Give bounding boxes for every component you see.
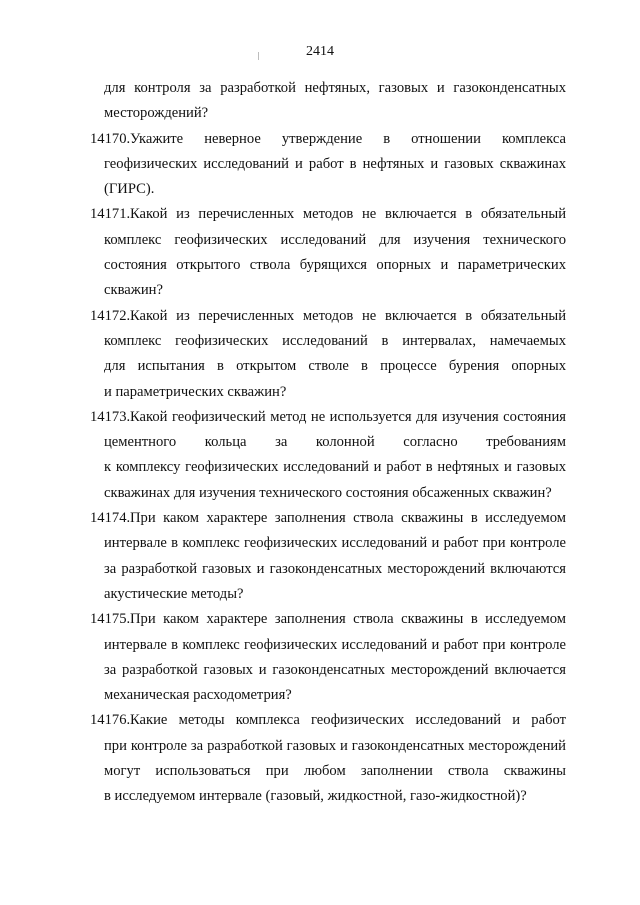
question-text-line: интервале в комплекс геофизических исследований и работ при контроле — [104, 636, 566, 653]
question-14171-first-line — [90, 202, 566, 227]
question-14170-first-line — [90, 127, 566, 152]
question-number: 14170. — [90, 130, 131, 147]
question-text-line: (ГИРС). — [104, 181, 155, 198]
question-number: 14172. — [90, 307, 131, 324]
questions-list — [90, 76, 566, 810]
page-number: 2414 — [306, 44, 334, 59]
question-text-line: и параметрических скважин? — [104, 383, 287, 400]
question-text-line: механическая расходометрия? — [104, 687, 292, 704]
question-text-line: состояния открытого ствола бурящихся опорных и параметрических — [104, 257, 566, 274]
question-text-line: для испытания в открытом стволе в процессе бурения опорных — [104, 358, 566, 375]
question-number: 14171. — [90, 206, 131, 223]
question-text-line: за разработкой газовых и газоконденсатных месторождений включаются — [104, 560, 566, 577]
question-number: 14174. — [90, 510, 131, 527]
question-text-line: геофизических исследований и работ в нефтяных и газовых скважинах — [104, 155, 566, 172]
question-number: 14175. — [90, 611, 131, 628]
question-text-line: комплекс геофизических исследований в интервалах, намечаемых — [104, 332, 566, 349]
question-14173-first-line — [90, 405, 566, 430]
question-text-line: при контроле за разработкой газовых и газоконденсатных месторождений — [104, 737, 566, 754]
question-text: Укажите неверное утверждение в отношении комплекса — [130, 130, 566, 147]
continuation-line: месторождений? — [104, 105, 209, 122]
question-14174-first-line — [90, 506, 566, 531]
question-text: При каком характере заполнения ствола скважины в исследуемом — [130, 611, 566, 628]
question-text: При каком характере заполнения ствола скважины в исследуемом — [130, 510, 566, 527]
question-number: 14176. — [90, 712, 131, 729]
question-text-line: скважинах для изучения технического состояния обсаженных скважин? — [104, 484, 552, 501]
continuation-line: для контроля за разработкой нефтяных, газовых и газоконденсатных — [104, 80, 566, 96]
question-text-line: интервале в комплекс геофизических исследований и работ при контроле — [104, 535, 566, 552]
question-text-line: акустические методы? — [104, 585, 244, 602]
question-text-line: в исследуемом интервале (газовый, жидкостной, газо-жидкостной)? — [104, 788, 527, 805]
question-text: Какой геофизический метод не используется для изучения состояния — [130, 408, 566, 425]
question-14176-first-line — [90, 708, 566, 733]
question-text-line: могут использоваться при любом заполнении ствола скважины — [104, 763, 566, 780]
question-text-line: комплекс геофизических исследований для изучения технического — [104, 231, 566, 248]
question-number: 14173. — [90, 408, 131, 425]
question-14175-first-line — [90, 607, 566, 632]
question-text: Какой из перечисленных методов не включается в обязательный — [130, 206, 566, 223]
question-text-line: скважин? — [104, 282, 163, 299]
question-text-line: к комплексу геофизических исследований и работ в нефтяных и газовых — [104, 459, 566, 476]
question-14172-first-line — [90, 304, 566, 329]
question-text-line: цементного кольца за колонной согласно требованиям — [104, 434, 566, 451]
question-text: Какой из перечисленных методов не включается в обязательный — [130, 307, 566, 324]
question-text-line: за разработкой газовых и газоконденсатных месторождений включается — [104, 661, 566, 678]
question-text: Какие методы комплекса геофизических исследований и работ — [130, 712, 566, 729]
